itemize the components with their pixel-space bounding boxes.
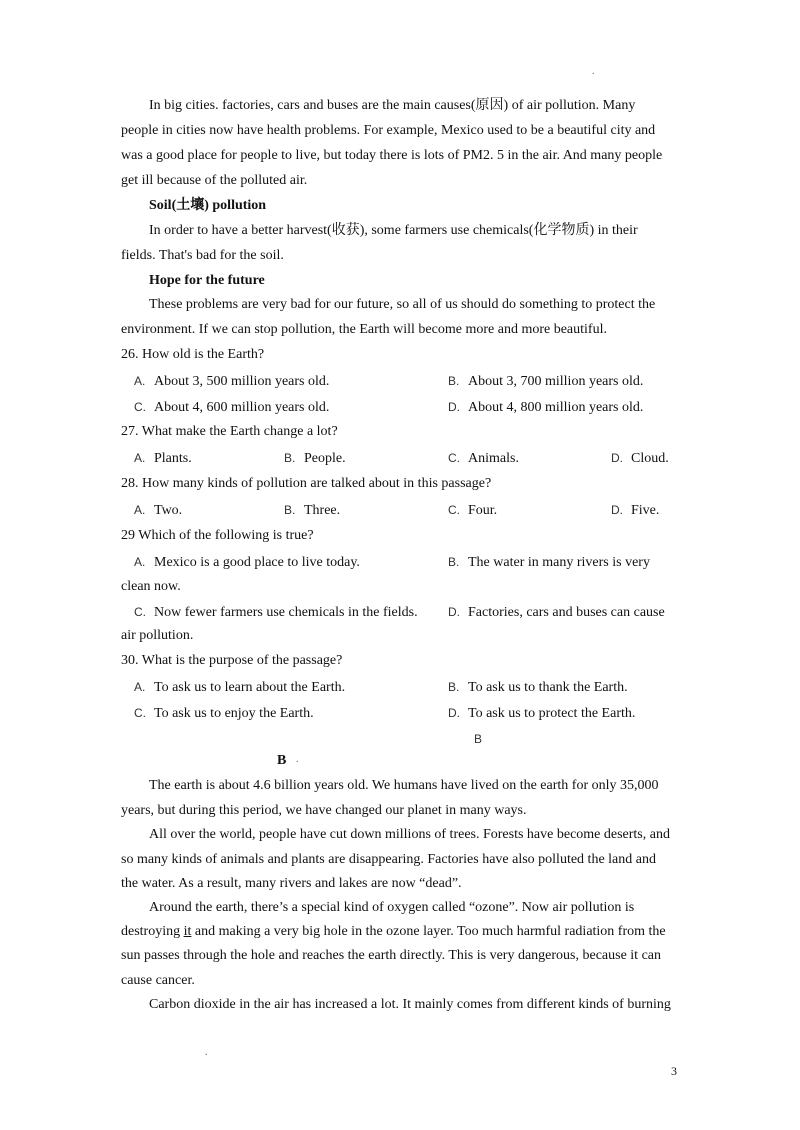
- answer-mark: B: [474, 732, 483, 746]
- option-text: Plants.: [154, 451, 192, 466]
- option-letter: C.: [134, 605, 146, 619]
- q28-option-d: [611, 501, 659, 520]
- mark-dot: .: [205, 1047, 208, 1058]
- option-text: Now fewer farmers use chemicals in the fields.: [154, 605, 418, 620]
- text-line: get ill because of the polluted air.: [121, 173, 308, 188]
- q27-option-d: [611, 449, 669, 468]
- option-text: The water in many rivers is very: [468, 555, 650, 570]
- question-28-stem: 28. How many kinds of pollution are talked about in this passage?: [121, 476, 492, 491]
- q26-option-b: [448, 372, 643, 391]
- option-text: To ask us to enjoy the Earth.: [154, 706, 314, 721]
- option-text: Five.: [631, 503, 660, 518]
- q26-option-d: [448, 398, 643, 417]
- q30-option-c: [134, 704, 314, 723]
- text-line: people in cities now have health problems. For example, Mexico used to be a beautiful city and: [121, 123, 656, 138]
- option-text: Mexico is a good place to live today.: [154, 555, 360, 570]
- section-b-heading: B: [277, 753, 287, 768]
- option-text: Four.: [468, 503, 498, 518]
- section-heading-hope: Hope for the future: [149, 273, 265, 288]
- option-letter: D.: [448, 706, 460, 720]
- text-line: sun passes through the hole and reaches the earth directly. This is very dangerous, because it can: [121, 948, 661, 963]
- option-letter: D.: [448, 605, 460, 619]
- option-letter: A.: [134, 451, 146, 465]
- option-text: About 4, 600 million years old.: [154, 400, 330, 415]
- text-line: All over the world, people have cut down millions of trees. Forests have become deserts, and: [149, 827, 670, 842]
- text-line: so many kinds of animals and plants are disappearing. Factories have also polluted the land and: [121, 852, 656, 867]
- q29-option-d: [448, 603, 665, 622]
- option-letter: A.: [134, 503, 146, 517]
- q28-option-a: [134, 501, 182, 520]
- option-letter: C.: [448, 451, 460, 465]
- option-letter: D.: [611, 503, 623, 517]
- q29-option-b: [448, 553, 650, 572]
- question-29-stem: 29 Which of the following is true?: [121, 528, 314, 543]
- option-text: To ask us to protect the Earth.: [468, 706, 636, 721]
- option-text: About 3, 500 million years old.: [154, 374, 330, 389]
- q27-option-c: [448, 449, 519, 468]
- text-line: the water. As a result, many rivers and lakes are now “dead”.: [121, 876, 462, 891]
- q29-option-a: [134, 553, 360, 572]
- text-line: [121, 923, 666, 941]
- option-letter: A.: [134, 374, 146, 388]
- text-line: years, but during this period, we have changed our planet in many ways.: [121, 803, 527, 818]
- option-letter: B.: [448, 374, 460, 388]
- q26-option-a: [134, 372, 329, 391]
- text-line: environment. If we can stop pollution, the Earth will become more and more beautiful.: [121, 322, 607, 337]
- text-line: These problems are very bad for our future, so all of us should do something to protect the: [149, 297, 656, 312]
- text-line: The earth is about 4.6 billion years old. We humans have lived on the earth for only 35,000: [149, 778, 659, 793]
- option-letter: C.: [134, 706, 146, 720]
- option-letter: D.: [448, 400, 460, 414]
- option-text: About 4, 800 million years old.: [468, 400, 644, 415]
- question-30-stem: 30. What is the purpose of the passage?: [121, 653, 343, 668]
- text-line: In big cities. factories, cars and buses are the main causes(原因) of air pollution. Many: [149, 98, 636, 113]
- option-letter: D.: [611, 451, 623, 465]
- text-line: Carbon dioxide in the air has increased a lot. It mainly comes from different kinds of burning: [149, 997, 671, 1012]
- text-line: Around the earth, there’s a special kind of oxygen called “ozone”. Now air pollution is: [149, 900, 635, 915]
- q30-option-b: [448, 678, 628, 697]
- text-run: and making a very big hole in the ozone layer. Too much harmful radiation from the: [191, 924, 666, 939]
- option-text: People.: [304, 451, 346, 466]
- q27-option-a: [134, 449, 192, 468]
- text-line: In order to have a better harvest(收获), some farmers use chemicals(化学物质) in their: [149, 223, 638, 238]
- option-letter: B.: [284, 503, 296, 517]
- option-letter: B.: [448, 680, 460, 694]
- text-line: was a good place for people to live, but today there is lots of PM2. 5 in the air. And many people: [121, 148, 663, 163]
- option-text: Animals.: [468, 451, 519, 466]
- q29-option-d-cont: air pollution.: [121, 628, 194, 643]
- option-text: To ask us to learn about the Earth.: [154, 680, 346, 695]
- option-letter: B.: [284, 451, 296, 465]
- question-27-stem: 27. What make the Earth change a lot?: [121, 424, 338, 439]
- option-text: To ask us to thank the Earth.: [468, 680, 628, 695]
- question-26-stem: 26. How old is the Earth?: [121, 347, 265, 362]
- q30-option-a: [134, 678, 345, 697]
- page-number: 3: [671, 1064, 677, 1078]
- option-letter: C.: [134, 400, 146, 414]
- q27-option-b: [284, 449, 346, 468]
- q30-option-d: [448, 704, 635, 723]
- option-text: Three.: [304, 503, 341, 518]
- q28-option-b: [284, 501, 340, 520]
- option-letter: B.: [448, 555, 460, 569]
- text-line: fields. That's bad for the soil.: [121, 248, 284, 263]
- option-text: Factories, cars and buses can cause: [468, 605, 665, 620]
- q28-option-c: [448, 501, 497, 520]
- section-heading-soil: Soil(土壤) pollution: [149, 198, 267, 213]
- text-line: cause cancer.: [121, 973, 195, 988]
- q26-option-c: [134, 398, 329, 417]
- text-run: destroying: [121, 924, 184, 939]
- option-text: Cloud.: [631, 451, 669, 466]
- option-letter: A.: [134, 555, 146, 569]
- mark-dot: .: [592, 66, 595, 77]
- option-letter: A.: [134, 680, 146, 694]
- option-text: Two.: [154, 503, 183, 518]
- q29-option-c: [134, 603, 418, 622]
- underlined-word: it: [183, 924, 192, 939]
- option-letter: C.: [448, 503, 460, 517]
- q29-option-b-cont: clean now.: [121, 579, 181, 594]
- option-text: About 3, 700 million years old.: [468, 374, 644, 389]
- mark-dot: .: [296, 754, 299, 765]
